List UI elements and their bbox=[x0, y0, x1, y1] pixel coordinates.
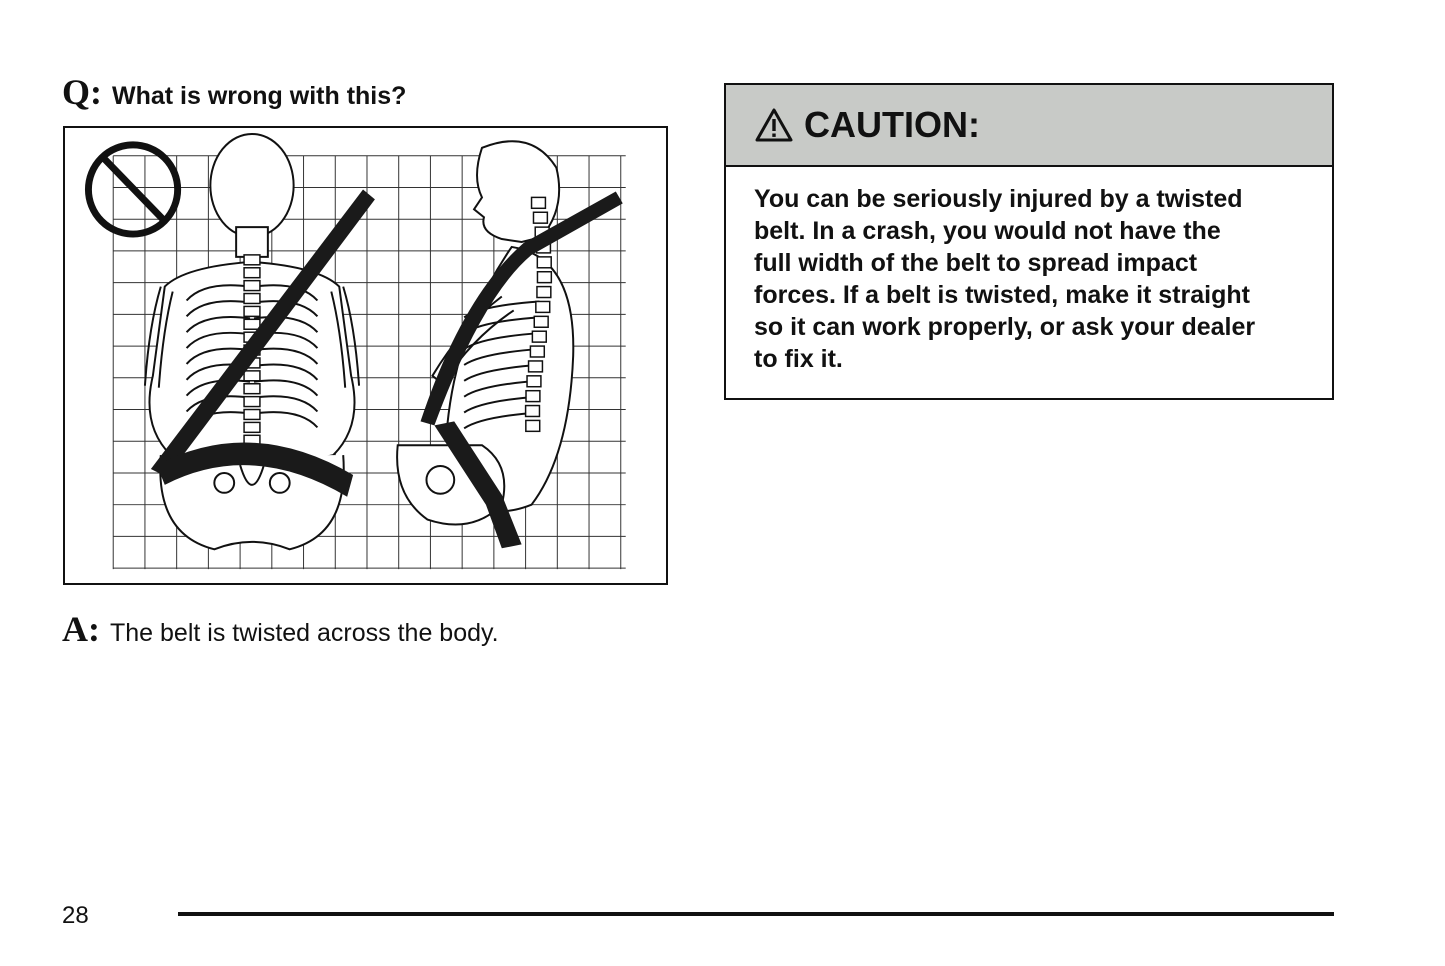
twisted-belt-illustration bbox=[63, 126, 668, 585]
answer-line bbox=[62, 611, 499, 647]
answer-text: The belt is twisted across the body. bbox=[110, 619, 499, 647]
answer-letter: A: bbox=[62, 609, 100, 649]
caution-box bbox=[724, 83, 1334, 400]
page-number: 28 bbox=[62, 902, 89, 929]
question-letter: Q: bbox=[62, 72, 102, 112]
caution-header bbox=[726, 85, 1332, 167]
question-line bbox=[62, 74, 406, 110]
warning-triangle-icon bbox=[754, 107, 794, 143]
caution-title: CAUTION: bbox=[804, 104, 980, 145]
prohibition-icon bbox=[88, 145, 177, 234]
question-text: What is wrong with this? bbox=[112, 82, 407, 110]
footer-rule bbox=[178, 912, 1334, 916]
caution-text: You can be seriously injured by a twisted belt. In a crash, you would not have the full width of the belt to spread impact forces. If a belt is twisted, make it straight so it can work properly, or ask your dealer to fix it. bbox=[754, 185, 1256, 373]
